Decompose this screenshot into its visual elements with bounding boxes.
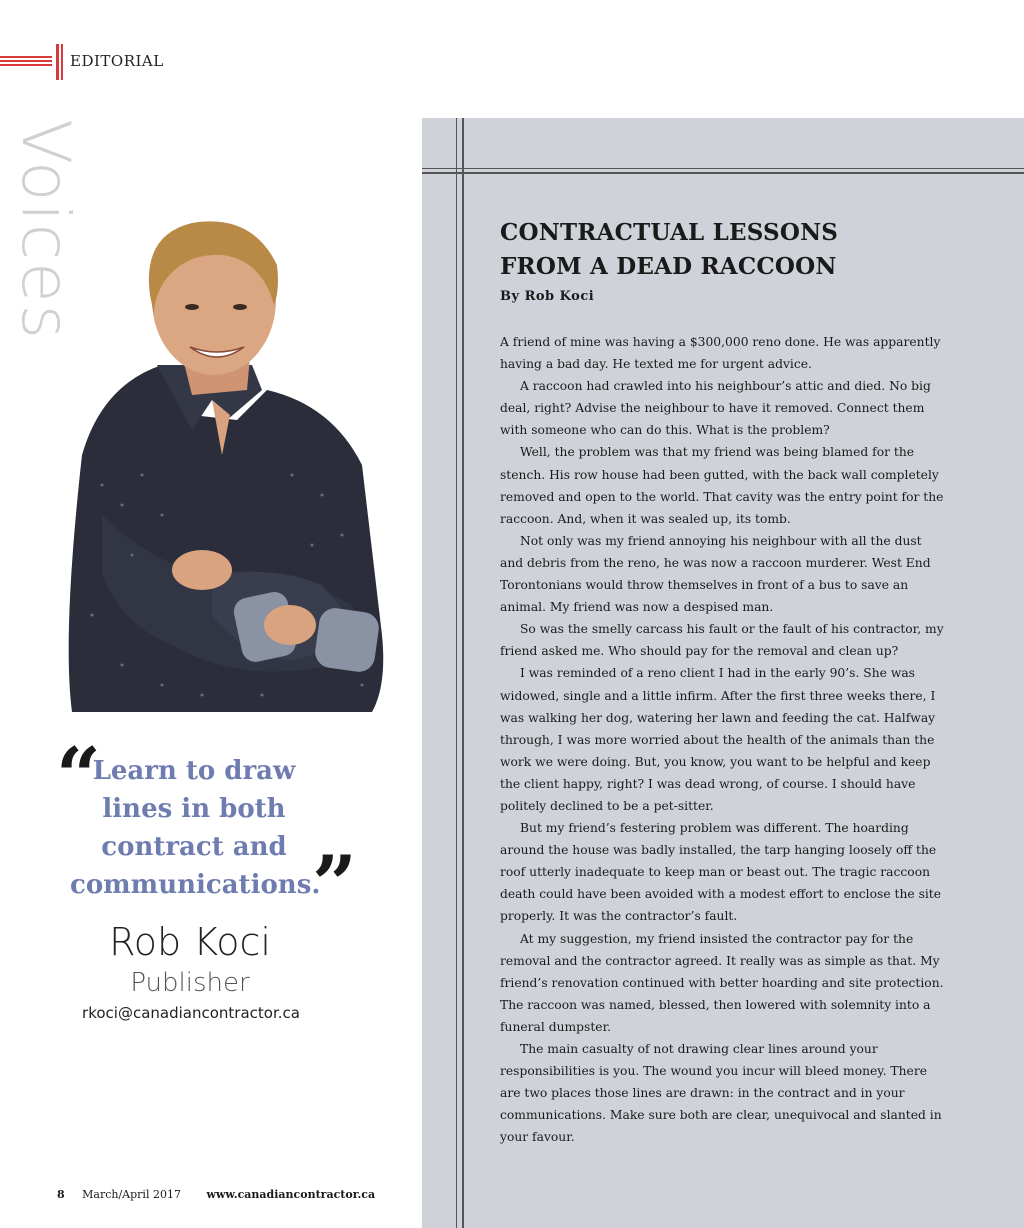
section-label: EDITORIAL xyxy=(70,52,164,70)
section-bar-secondary xyxy=(61,44,63,80)
panel-rule-vertical xyxy=(462,118,464,1228)
page-number: 8 xyxy=(57,1188,65,1201)
article-paragraph: The main casualty of not drawing clear lines around your responsibilities is you. The wound you incur will bleed money. There are two places those lines are drawn: in the contract and in your communications. Make sure both are clear, unequivocal and slanted in your favour. xyxy=(500,1042,942,1145)
section-bar xyxy=(56,44,59,80)
article-paragraph: A raccoon had crawled into his neighbour’s attic and died. No big deal, right? Advise the neighbour to have it removed. Connect them with someone who can do this. What is the problem? xyxy=(500,379,931,438)
article-paragraph: Not only was my friend annoying his neighbour with all the dust and debris from the reno, he was now a raccoon murderer. West End Torontonians would throw themselves in front of a bus to save an animal. My friend was now a despised man. xyxy=(500,533,931,615)
author-title: Publisher xyxy=(130,968,250,998)
website-link[interactable]: www.canadiancontractor.ca xyxy=(206,1188,376,1201)
article-paragraph: So was the smelly carcass his fault or the fault of his contractor, my friend asked me. Who should pay for the removal and clean up? xyxy=(500,622,944,659)
author-name: Rob Koci xyxy=(109,920,271,964)
pull-quote-line: communications. xyxy=(70,870,321,900)
article-paragraph: At my suggestion, my friend insisted the contractor pay for the removal and the contractor agreed. It really was as simple as that. My friend’s renovation continued with better hoarding and site protection. The raccoon was named, blessed, then lowered with solemnity into a funeral dumpster. xyxy=(500,931,944,1034)
vertical-section-label: Voices xyxy=(7,119,84,342)
article-title-line: FROM A DEAD RACCOON xyxy=(500,253,837,280)
open-quote-mark: “ xyxy=(56,731,101,822)
panel-rule-horizontal xyxy=(422,168,1024,169)
article-paragraph: I was reminded of a reno client I had in the early 90’s. She was widowed, single and a little infirm. After the first three weeks there, I was walking her dog, watering her lawn and feeding the cat. Halfway through, I was more worried about the health of the animals than the work we were doing. But, you know, you want to be helpful and keep the client happy, right? I was dead wrong, of course. I should have politely declined to be a pet-sitter. xyxy=(500,666,936,813)
panel-rule-horizontal xyxy=(422,172,1024,174)
page-footer xyxy=(57,1188,375,1201)
article-title-line: CONTRACTUAL LESSONS xyxy=(500,219,839,246)
article-paragraph: But my friend’s festering problem was different. The hoarding around the house was badly installed, the tarp hanging loosely off the roof utterly inadequate to keep man or beast out. The tragic raccoon death could have been avoided with a modest effort to enclose the site properly. It was the contractor’s fault. xyxy=(500,821,942,924)
article-title xyxy=(500,216,920,284)
article-paragraph: A friend of mine was having a $300,000 reno done. He was apparently having a bad day. He texted me for urgent advice. xyxy=(500,335,941,372)
pull-quote-line: contract and xyxy=(101,832,287,862)
article-byline: By Rob Koci xyxy=(500,289,595,304)
article-paragraph: Well, the problem was that my friend was being blamed for the stench. His row house had been gutted, with the back wall completely removed and open to the world. That cavity was the entry point for the raccoon. And, when it was sealed up, its tomb. xyxy=(500,445,944,526)
author-photo xyxy=(62,215,392,712)
panel-rule-vertical xyxy=(456,118,457,1228)
author-email-link[interactable]: rkoci@canadiancontractor.ca xyxy=(82,1004,300,1022)
close-quote-mark: ” xyxy=(312,839,357,930)
pull-quote xyxy=(70,752,321,904)
issue-date: March/April 2017 xyxy=(82,1188,181,1201)
pull-quote-line: lines in both xyxy=(102,794,286,824)
article-body xyxy=(500,331,946,1148)
section-rule xyxy=(0,54,52,68)
pull-quote-line: Learn to draw xyxy=(92,756,296,786)
